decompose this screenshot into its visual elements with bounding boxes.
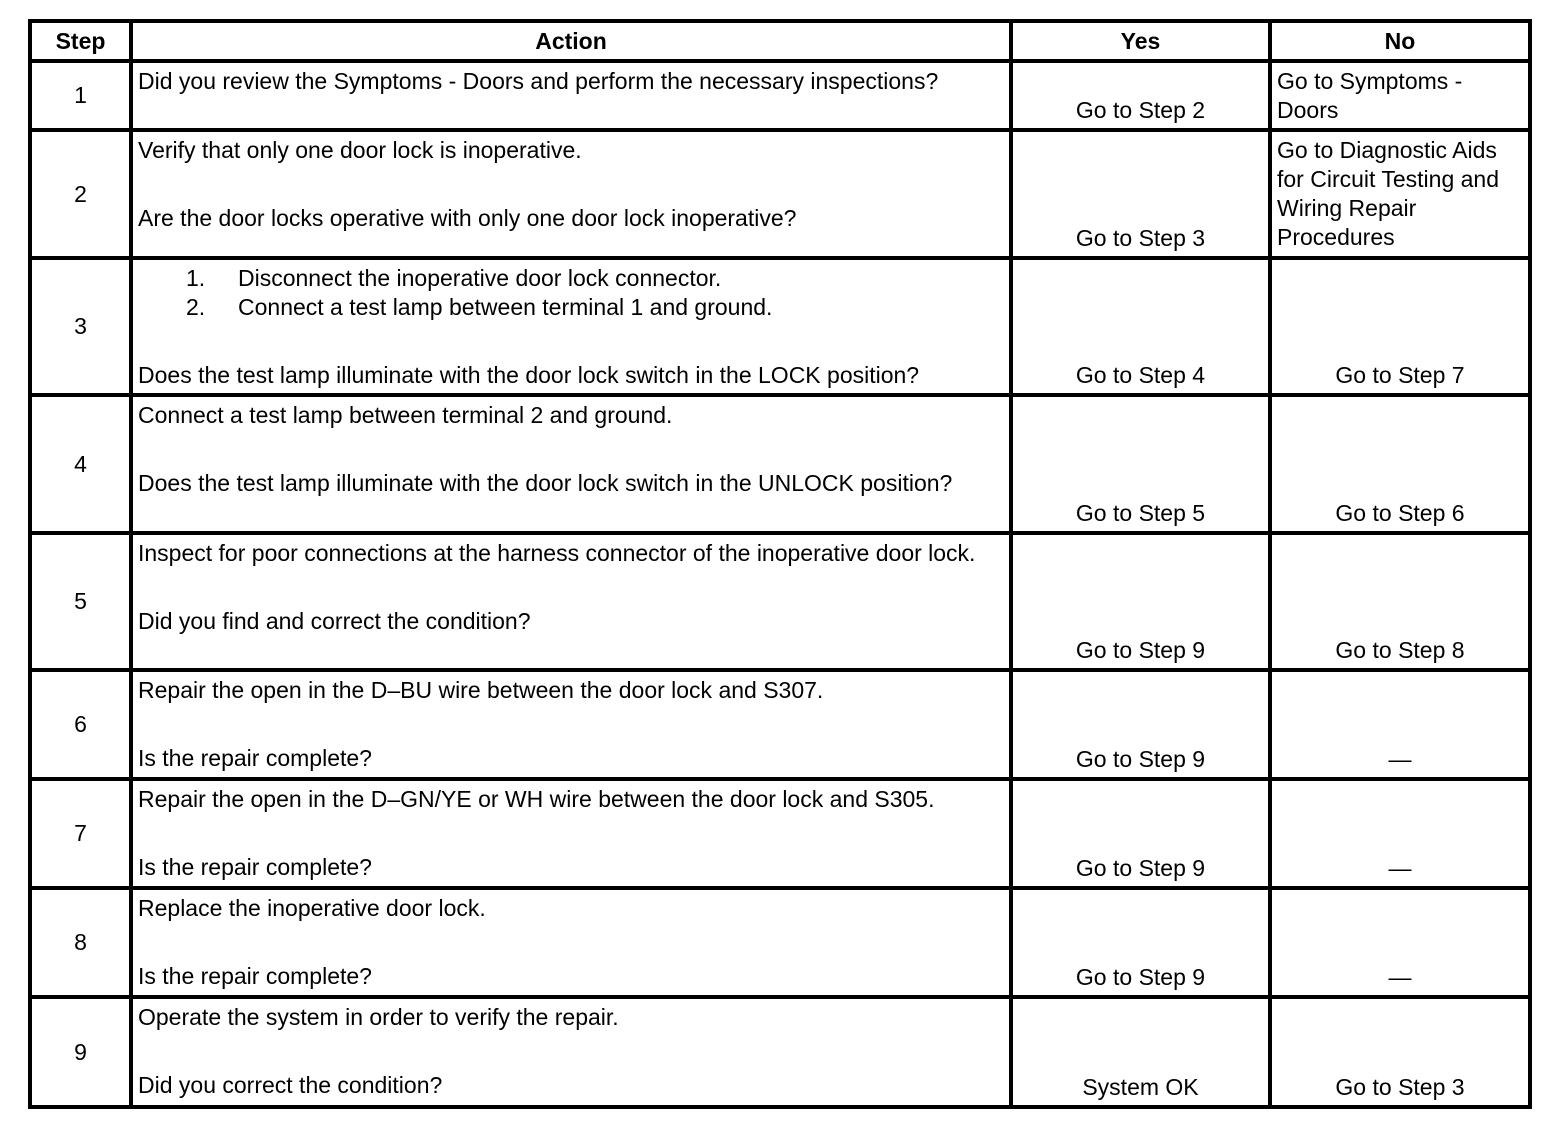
no-result: — [1270, 888, 1530, 997]
spacer [138, 1032, 1005, 1071]
action-cell [131, 779, 1011, 888]
no-result: Go to Step 7 [1270, 258, 1530, 395]
action-text: Repair the open in the D–BU wire between the door lock and S307. [138, 677, 824, 703]
step-number: 9 [30, 997, 131, 1107]
action-text: Connect a test lamp between terminal 2 and ground. [138, 402, 673, 428]
table-row [30, 670, 1530, 779]
table-row [30, 997, 1530, 1107]
table-row [30, 130, 1530, 258]
action-question: Did you correct the condition? [138, 1072, 443, 1098]
no-result: Go to Diagnostic Aids for Circuit Testing and Wiring Repair Procedures [1270, 130, 1530, 258]
action-question: Is the repair complete? [138, 963, 372, 989]
yes-result: Go to Step 2 [1011, 61, 1270, 130]
list-item [186, 264, 1005, 293]
table-row [30, 779, 1530, 888]
yes-result: Go to Step 9 [1011, 533, 1270, 670]
table-row [30, 61, 1530, 130]
action-text: Verify that only one door lock is inoperative. [138, 137, 582, 163]
step-number: 3 [30, 258, 131, 395]
step-number: 2 [30, 130, 131, 258]
no-result: Go to Step 6 [1270, 395, 1530, 533]
step-number: 4 [30, 395, 131, 533]
header-row [30, 21, 1530, 61]
table-row [30, 888, 1530, 997]
action-question: Is the repair complete? [138, 854, 372, 880]
action-cell [131, 61, 1011, 130]
action-text: Operate the system in order to verify the repair. [138, 1004, 619, 1030]
header-yes: Yes [1011, 21, 1270, 61]
spacer [138, 568, 1005, 607]
step-number: 1 [30, 61, 131, 130]
action-question: Does the test lamp illuminate with the door lock switch in the UNLOCK position? [138, 470, 953, 496]
action-text: Repair the open in the D–GN/YE or WH wire between the door lock and S305. [138, 786, 935, 812]
header-action: Action [131, 21, 1011, 61]
yes-result: Go to Step 4 [1011, 258, 1270, 395]
no-result: — [1270, 670, 1530, 779]
action-cell [131, 533, 1011, 670]
step-number: 5 [30, 533, 131, 670]
action-cell [131, 395, 1011, 533]
action-question: Did you find and correct the condition? [138, 608, 531, 634]
spacer [138, 705, 1005, 744]
action-cell [131, 888, 1011, 997]
action-question: Does the test lamp illuminate with the door lock switch in the LOCK position? [138, 362, 920, 388]
list-item-number: 2. [186, 294, 206, 320]
numbered-list [138, 264, 1005, 322]
list-item [186, 293, 1005, 322]
yes-result: Go to Step 9 [1011, 670, 1270, 779]
yes-result: Go to Step 9 [1011, 888, 1270, 997]
action-cell [131, 997, 1011, 1107]
yes-result: Go to Step 3 [1011, 130, 1270, 258]
no-result: Go to Step 8 [1270, 533, 1530, 670]
step-number: 8 [30, 888, 131, 997]
spacer [138, 430, 1005, 469]
list-item-text: Connect a test lamp between terminal 1 and ground. [238, 294, 773, 320]
no-result: — [1270, 779, 1530, 888]
action-text: Replace the inoperative door lock. [138, 895, 486, 921]
action-text: Did you review the Symptoms - Doors and perform the necessary inspections? [138, 68, 939, 94]
yes-result: Go to Step 5 [1011, 395, 1270, 533]
no-result: Go to Symptoms - Doors [1270, 61, 1530, 130]
header-no: No [1270, 21, 1530, 61]
step-number: 6 [30, 670, 131, 779]
action-question: Is the repair complete? [138, 745, 372, 771]
yes-result: System OK [1011, 997, 1270, 1107]
yes-result: Go to Step 9 [1011, 779, 1270, 888]
diagnostic-table [28, 19, 1532, 1109]
table-row [30, 533, 1530, 670]
spacer [138, 322, 1005, 361]
action-text: Inspect for poor connections at the harness connector of the inoperative door lock. [138, 540, 976, 566]
header-step: Step [30, 21, 131, 61]
step-number: 7 [30, 779, 131, 888]
spacer [138, 923, 1005, 962]
action-question: Are the door locks operative with only one door lock inoperative? [138, 205, 797, 231]
action-cell [131, 670, 1011, 779]
table-row [30, 395, 1530, 533]
action-cell [131, 130, 1011, 258]
action-cell [131, 258, 1011, 395]
spacer [138, 814, 1005, 853]
list-item-text: Disconnect the inoperative door lock connector. [238, 265, 722, 291]
no-result: Go to Step 3 [1270, 997, 1530, 1107]
list-item-number: 1. [186, 265, 206, 291]
table-row [30, 258, 1530, 395]
spacer [138, 165, 1005, 204]
